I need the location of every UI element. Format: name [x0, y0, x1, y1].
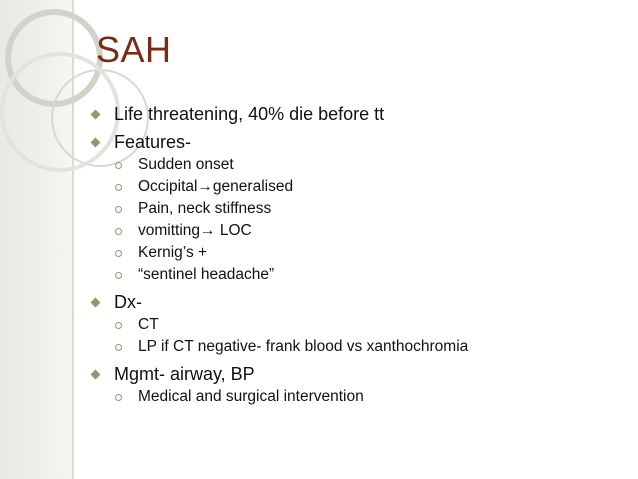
ring-bullet-icon [115, 250, 122, 257]
sub-bullet-item [90, 242, 630, 264]
diamond-bullet-icon [91, 298, 101, 308]
ring-bullet-icon [115, 394, 122, 401]
diamond-bullet-icon [91, 110, 101, 120]
bullet-item [90, 103, 630, 126]
bullet-text: Mgmt- airway, BP [114, 364, 255, 384]
bullet-text: Dx- [114, 292, 142, 312]
sub-bullet-list [90, 154, 630, 286]
sub-list-container [90, 154, 630, 286]
ring-bullet-icon [115, 206, 122, 213]
bullet-item [90, 363, 630, 386]
sub-bullet-text: LP if CT negative- frank blood vs xanthochromia [138, 338, 469, 355]
sub-bullet-item [90, 176, 630, 198]
ring-bullet-icon [115, 322, 122, 329]
sub-bullet-text: Medical and surgical intervention [138, 388, 364, 405]
bullet-text: Life threatening, 40% die before tt [114, 104, 385, 124]
diamond-bullet-icon [91, 138, 101, 148]
slide-title: SAH [96, 29, 172, 70]
sub-bullet-item [90, 264, 630, 286]
bullet-item [90, 131, 630, 154]
sub-bullet-item [90, 154, 630, 176]
sub-bullet-item [90, 386, 630, 408]
sub-bullet-item [90, 220, 630, 242]
sub-bullet-item [90, 198, 630, 220]
sub-bullet-item [90, 336, 630, 358]
sub-bullet-text: Kernig’s + [138, 244, 208, 261]
sub-bullet-text: CT [138, 316, 159, 333]
sub-bullet-text: vomitting→ LOC [138, 222, 252, 239]
sub-bullet-text: “sentinel headache” [138, 266, 275, 283]
sub-list-container [90, 314, 630, 358]
bullet-text: Features- [114, 132, 192, 152]
sub-bullet-list [90, 386, 630, 408]
bullet-list [90, 103, 630, 408]
ring-bullet-icon [115, 272, 122, 279]
ring-bullet-icon [115, 228, 122, 235]
sub-bullet-list [90, 314, 630, 358]
ring-bullet-icon [115, 162, 122, 169]
bullet-item [90, 291, 630, 314]
ring-bullet-icon [115, 184, 122, 191]
diamond-bullet-icon [91, 370, 101, 380]
sub-bullet-text: Sudden onset [138, 156, 234, 173]
sub-bullet-text: Pain, neck stiffness [138, 200, 272, 217]
sub-bullet-text: Occipital→generalised [138, 178, 294, 195]
sub-bullet-item [90, 314, 630, 336]
ring-bullet-icon [115, 344, 122, 351]
sub-list-container [90, 386, 630, 408]
